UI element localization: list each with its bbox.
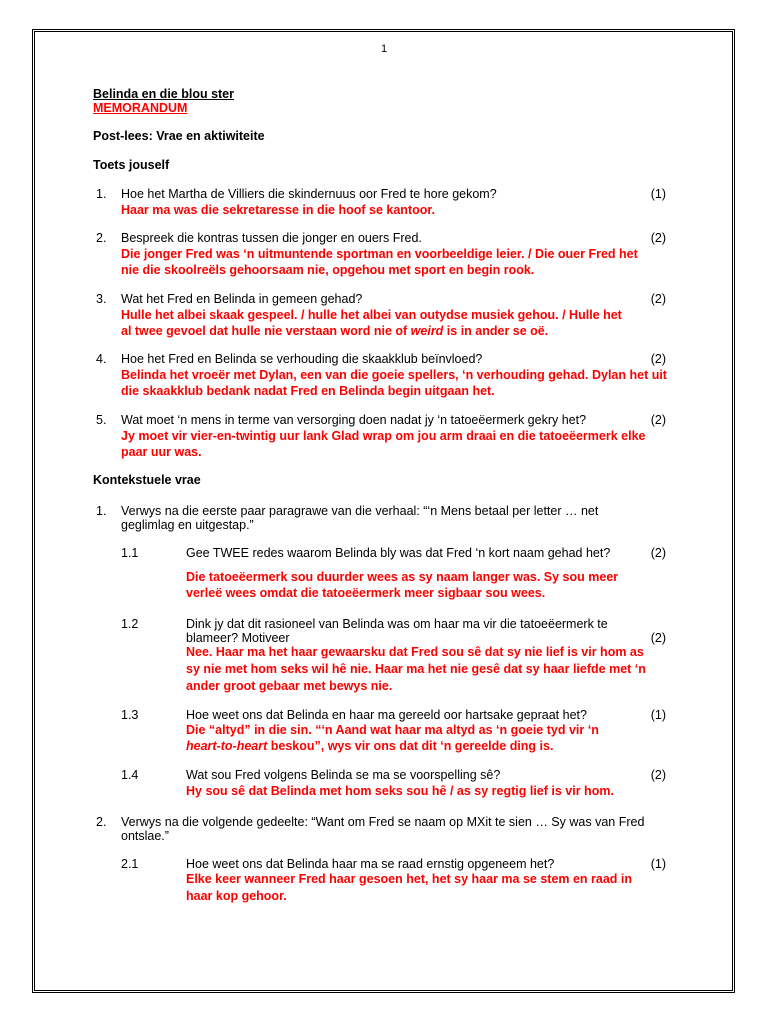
sub-number: 2.1	[121, 857, 139, 871]
mark: (2)	[650, 231, 666, 245]
answer-line: paar uur was.	[121, 445, 202, 459]
answer-line: Nee. Haar ma het haar gewaarsku dat Fred sou sê dat sy nie lief is vir hom as	[186, 645, 644, 659]
konteks-heading: Kontekstuele vrae	[93, 473, 201, 487]
section-heading: Post-lees: Vrae en aktiwiteite	[93, 129, 265, 143]
question-text: Hoe het Fred en Belinda se verhouding die skaakklub beïnvloed?	[121, 352, 483, 366]
answer-line: Die tatoeëermerk sou duurder wees as sy naam langer was. Sy sou meer	[186, 570, 619, 584]
question-text: Hoe weet ons dat Belinda en haar ma gereeld oor hartsake gepraat het?	[186, 708, 587, 722]
answer-line: al twee gevoel dat hulle nie verstaan word nie of weird is in ander se oë.	[121, 324, 549, 338]
answer-line: verleë wees omdat die tatoeëermerk meer sigbaar sou wees.	[186, 586, 546, 600]
question-text: Hoe het Martha de Villiers die skindernuus oor Fred te hore gekom?	[121, 187, 497, 201]
answer-line: haar kop gehoor.	[186, 889, 287, 903]
question-text: Hoe weet ons dat Belinda haar ma se raad ernstig opgeneem het?	[186, 857, 555, 871]
mark: (2)	[650, 546, 666, 560]
answer-line: die skaakklub bedank nadat Fred en Belinda begin uitgaan het.	[121, 384, 495, 398]
mark: (2)	[650, 292, 666, 306]
sub-number: 1.2	[121, 617, 139, 631]
item-number: 4.	[96, 352, 107, 366]
answer-line: Belinda het vroeër met Dylan, een van die goeie spellers, ‘n verhouding gehad. Dylan het uit	[121, 368, 667, 382]
item-number: 2.	[96, 815, 107, 829]
question-text: Verwys na die volgende gedeelte: “Want om Fred se naam op MXit te sien … Sy was van Fred	[121, 815, 645, 829]
sub-number: 1.4	[121, 768, 139, 782]
question-text: Wat het Fred en Belinda in gemeen gehad?	[121, 292, 363, 306]
mark: (2)	[650, 413, 666, 427]
answer-line: Hy sou sê dat Belinda met hom seks sou hê / as sy regtig lief is vir hom.	[186, 784, 614, 798]
mark: (1)	[650, 857, 666, 871]
question-text: geglimlag en uitgestap.”	[121, 518, 254, 532]
memorandum-label: MEMORANDUM	[93, 101, 188, 115]
sub-number: 1.3	[121, 708, 139, 722]
answer-line: heart-to-heart beskou”, wys vir ons dat dit ‘n gereelde ding is.	[186, 739, 554, 753]
question-text: Wat moet ‘n mens in terme van versorging doen nadat jy ‘n tatoeëermerk gekry het?	[121, 413, 587, 427]
answer-line: Haar ma was die sekretaresse in die hoof se kantoor.	[121, 203, 436, 217]
item-number: 1.	[96, 187, 107, 201]
answer-line: nie die skoolreëls gehoorsaam nie, opgehou met sport en begin rook.	[121, 263, 535, 277]
answer-line: Die jonger Fred was ‘n uitmuntende sportman en voorbeeldige leier. / Die ouer Fred het	[121, 247, 638, 261]
mark: (1)	[650, 187, 666, 201]
question-text: Verwys na die eerste paar paragrawe van die verhaal: “‘n Mens betaal per letter … net	[121, 504, 599, 518]
answer-line: sy nie met hom seks wil hê nie. Haar ma het nie gesê dat sy haar liefde met ‘n	[186, 662, 646, 676]
mark: (2)	[650, 352, 666, 366]
mark: (1)	[650, 708, 666, 722]
answer-line: Die “altyd” in die sin. “‘n Aand wat haar ma altyd as ‘n goeie tyd vir ‘n	[186, 723, 599, 737]
question-text: Gee TWEE redes waarom Belinda bly was dat Fred ‘n kort naam gehad het?	[186, 546, 611, 560]
answer-line: Jy moet vir vier-en-twintig uur lank Glad wrap om jou arm draai en die tatoeëermerk elke	[121, 429, 646, 443]
item-number: 1.	[96, 504, 107, 518]
question-text: Bespreek die kontras tussen die jonger en ouers Fred.	[121, 231, 422, 245]
answer-line: Elke keer wanneer Fred haar gesoen het, het sy haar ma se stem en raad in	[186, 872, 633, 886]
question-text: ontslae.”	[121, 829, 169, 843]
answer-line: Hulle het albei skaak gespeel. / hulle het albei van outydse musiek gehou. / Hulle het	[121, 308, 622, 322]
mark: (2)	[650, 631, 666, 645]
page-number: 1	[380, 43, 388, 55]
item-number: 2.	[96, 231, 107, 245]
sub-number: 1.1	[121, 546, 139, 560]
item-number: 5.	[96, 413, 107, 427]
answer-line: ander groot gebaar met bewys nie.	[186, 679, 393, 693]
item-number: 3.	[96, 292, 107, 306]
document-title: Belinda en die blou ster	[93, 87, 234, 101]
question-text: Wat sou Fred volgens Belinda se ma se voorspelling sê?	[186, 768, 501, 782]
question-text: blameer? Motiveer	[186, 631, 290, 645]
question-text: Dink jy dat dit rasioneel van Belinda was om haar ma vir die tatoeëermerk te	[186, 617, 608, 631]
toets-heading: Toets jouself	[93, 158, 170, 172]
mark: (2)	[650, 768, 666, 782]
